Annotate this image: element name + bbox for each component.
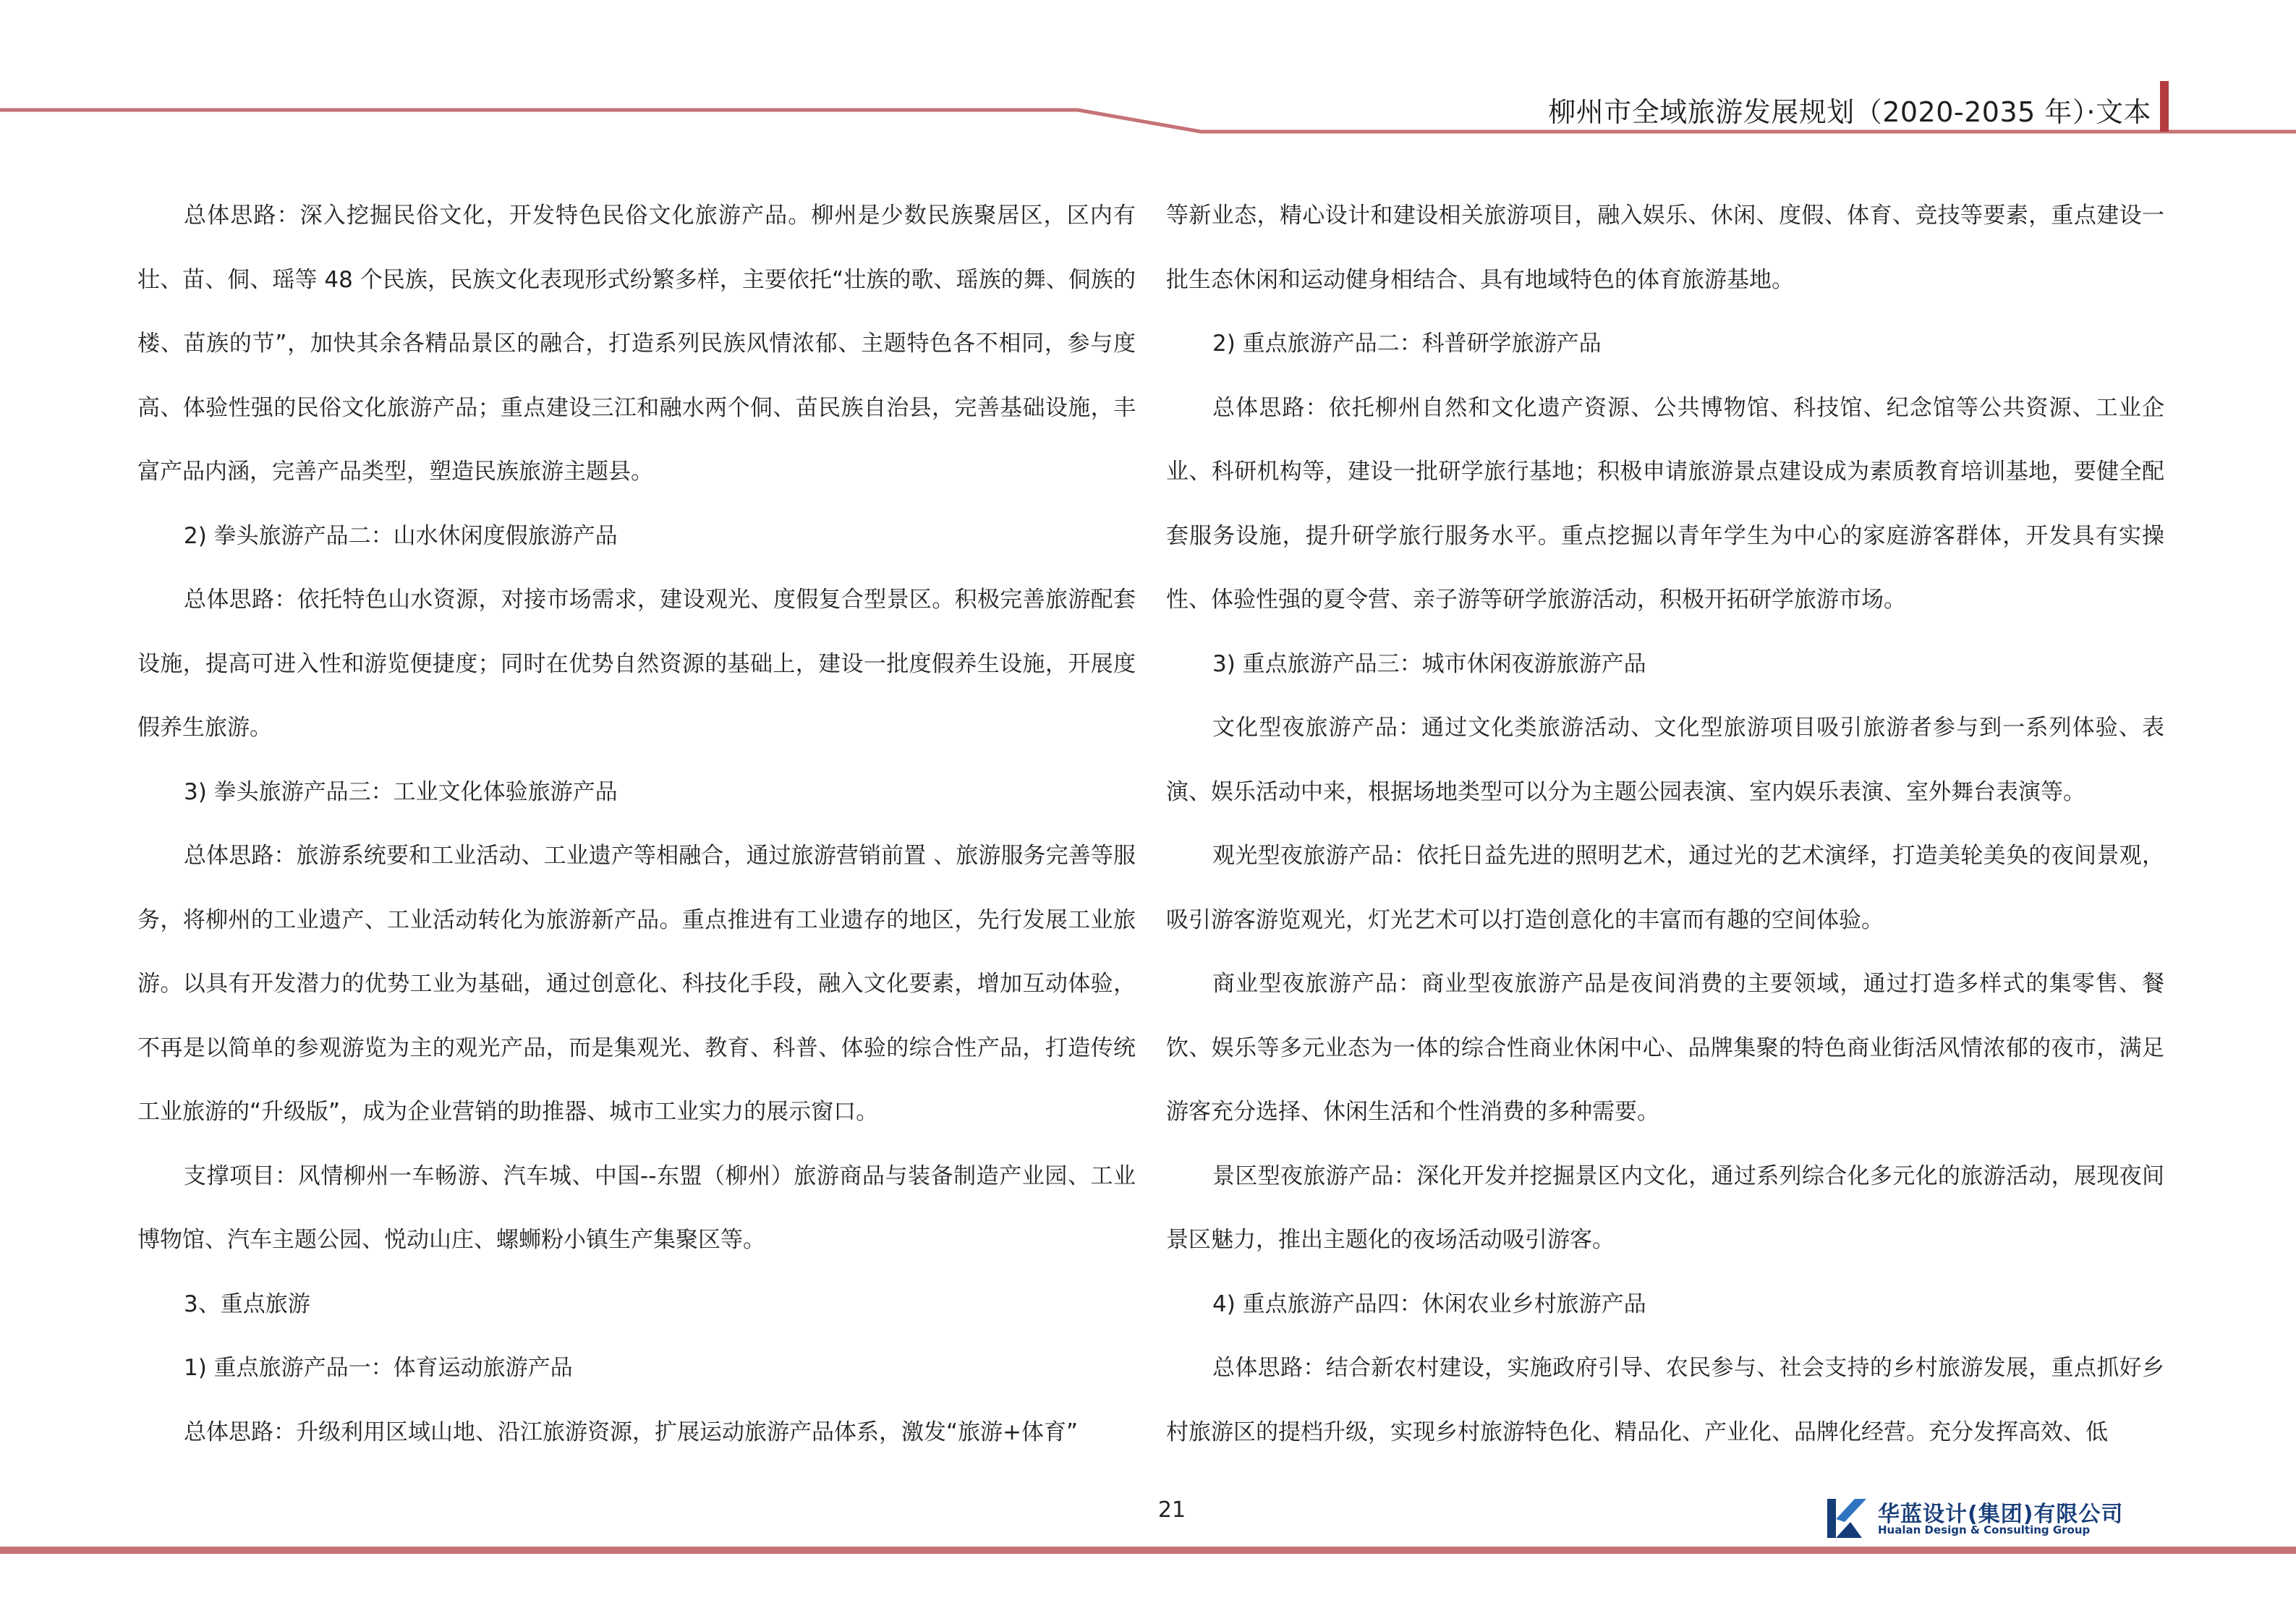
company-logo [1826,1496,2124,1542]
left-column [137,184,1136,1464]
subheading: 1) 重点旅游产品一：体育运动旅游产品 [184,1355,573,1381]
paragraph: 等新业态，精心设计和建设相关旅游项目，融入娱乐、休闲、度假、体育、竞技等要素，重点建设一批生态休闲和运动健身相结合、具有地域特色的体育旅游基地。 [1166,203,2164,293]
paragraph: 文化型夜旅游产品：通过文化类旅游活动、文化型旅游项目吸引旅游者参与到一系列体验、表演、娱乐活动中来，根据场地类型可以分为主题公园表演、室内娱乐表演、室外舞台表演等。 [1166,715,2164,805]
paragraph: 总体思路：依托柳州自然和文化遗产资源、公共博物馆、科技馆、纪念馆等公共资源、工业企业、科研机构等，建设一批研学旅行基地；积极申请旅游景点建设成为素质教育培训基地，要健全配套服务设施，提升研学旅行服务水平。重点挖掘以青年学生为中心的家庭游客群体，开发具有实操性、体验性强的夏令营、亲子游等研学旅游活动，积极开拓研学旅游市场。 [1166,394,2164,613]
right-column [1166,184,2164,1464]
hualan-logo-icon [1826,1496,1871,1541]
paragraph: 总体思路：依托特色山水资源，对接市场需求，建设观光、度假复合型景区。积极完善旅游配套设施，提高可进入性和游览便捷度；同时在优势自然资源的基础上，建设一批度假养生设施，开展度假养生旅游。 [137,587,1136,741]
subheading: 4) 重点旅游产品四：休闲农业乡村旅游产品 [1212,1291,1646,1317]
paragraph: 总体思路：旅游系统要和工业活动、工业遗产等相融合，通过旅游营销前置 、旅游服务完善等服务，将柳州的工业遗产、工业活动转化为旅游新产品。重点推进有工业遗存的地区，先行发展工业旅游。以具有开发潜力的优势工业为基础，通过创意化、科技化手段，融入文化要素，增加互动体验，不再是以简单的参观游览为主的观光产品，而是集观光、教育、科普、体验的综合性产品，打造传统工业旅游的“升级版”，成为企业营销的助推器、城市工业实力的展示窗口。 [137,843,1136,1125]
paragraph: 景区型夜旅游产品：深化开发并挖掘景区内文化，通过系列综合化多元化的旅游活动，展现夜间景区魅力，推出主题化的夜场活动吸引游客。 [1166,1162,2164,1253]
footer-divider [0,1547,2296,1554]
subheading: 3) 拳头旅游产品三：工业文化体验旅游产品 [184,778,618,805]
subheading: 2) 重点旅游产品二：科普研学旅游产品 [1212,331,1602,357]
paragraph: 总体思路：结合新农村建设，实施政府引导、农民参与、社会支持的乡村旅游发展，重点抓好乡村旅游区的提档升级，实现乡村旅游特色化、精品化、产业化、品牌化经营。充分发挥高效、低 [1166,1355,2164,1445]
subheading: 2) 拳头旅游产品二：山水休闲度假旅游产品 [184,522,618,549]
document-title: 柳州市全域旅游发展规划（2020-2035 年）·文本 [1548,96,2151,128]
section-heading: 3、重点旅游 [184,1291,310,1317]
paragraph: 商业型夜旅游产品：商业型夜旅游产品是夜间消费的主要领域，通过打造多样式的集零售、餐饮、娱乐等多元业态为一体的综合性商业休闲中心、品牌集聚的特色商业街活风情浓郁的夜市，满足游客充分选择、休闲生活和个性消费的多种需要。 [1166,971,2164,1125]
paragraph: 支撑项目：风情柳州一车畅游、汽车城、中国--东盟（柳州）旅游商品与装备制造产业园、工业博物馆、汽车主题公园、悦动山庄、螺蛳粉小镇生产集聚区等。 [137,1162,1136,1253]
page-number: 21 [1157,1497,1186,1523]
paragraph: 观光型夜旅游产品：依托日益先进的照明艺术，通过光的艺术演绎，打造美轮美奂的夜间景观，吸引游客游览观光，灯光艺术可以打造创意化的丰富而有趣的空间体验。 [1166,843,2164,933]
title-accent-bar [2160,81,2169,132]
paragraph: 总体思路：深入挖掘民俗文化，开发特色民俗文化旅游产品。柳州是少数民族聚居区，区内有壮、苗、侗、瑶等 48 个民族，民族文化表现形式纷繁多样，主要依托“壮族的歌、瑶族的舞、侗族的楼、苗族的节”，加快其余各精品景区的融合，打造系列民族风情浓郁、主题特色各不相同，参与度高、体验性强的民俗文化旅游产品；重点建设三江和融水两个侗、苗民族自治县，完善基础设施，丰富产品内涵，完善产品类型，塑造民族旅游主题县。 [137,203,1136,485]
paragraph: 总体思路：升级利用区域山地、沿江旅游资源，扩展运动旅游产品体系，激发“旅游+体育” [184,1419,1079,1445]
subheading: 3) 重点旅游产品三：城市休闲夜游旅游产品 [1212,650,1646,677]
logo-english-name: Hualan Design & Consulting Group [1878,1523,2091,1536]
logo-chinese-name: 华蓝设计(集团)有限公司 [1878,1502,2124,1527]
